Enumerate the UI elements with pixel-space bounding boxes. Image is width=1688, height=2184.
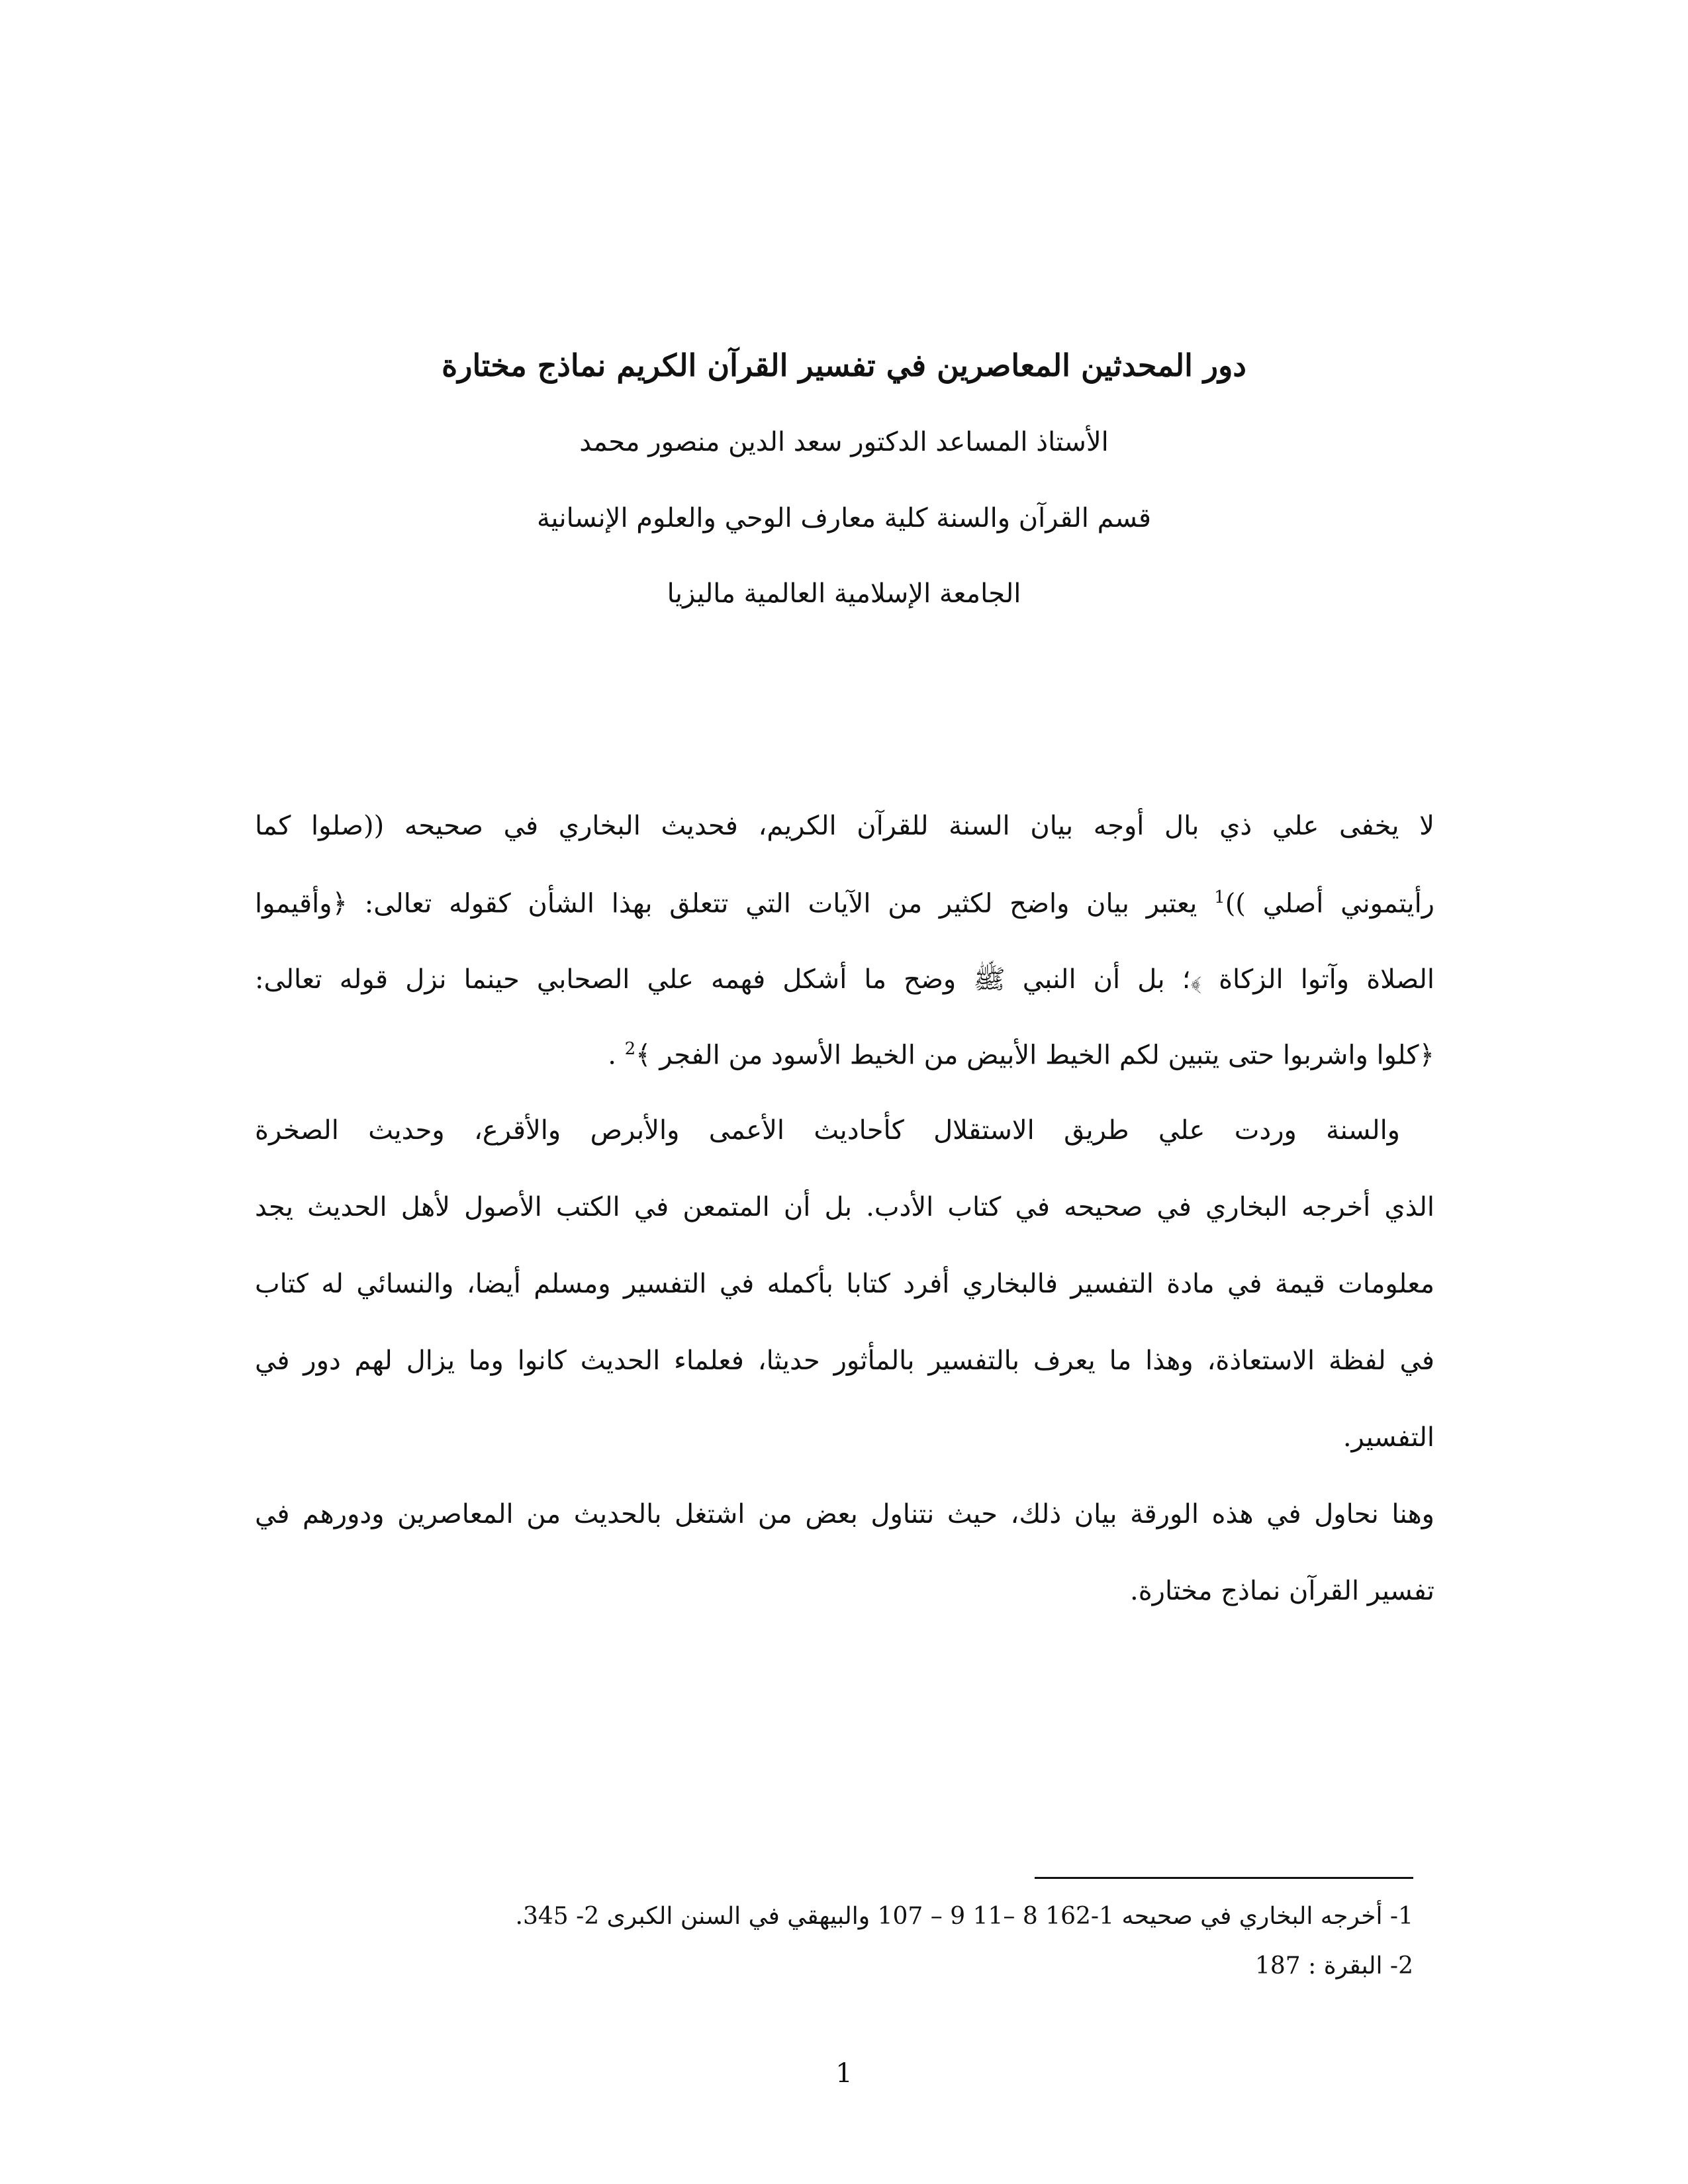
- paragraph2-line: في لفظة الاستعاذة، وهذا ما يعرف بالتفسير بالمأثور حديثا، فعلماء الحديث كانوا وما يزال لهم دور في: [255, 1345, 1434, 1376]
- paragraph3-line: وهنا نحاول في هذه الورقة بيان ذلك، حيث نتناول بعض من اشتغل بالحديث من المعاصرين ودورهم في: [255, 1499, 1434, 1529]
- verse-text: ﴿كلوا واشربوا حتى يتبين لكم الخيط الأبيض من الخيط الأسود من الفجر ﴾: [635, 1040, 1434, 1071]
- footnote-ref-2[interactable]: 2: [624, 1039, 636, 1059]
- paragraph1-line: [255, 887, 1434, 919]
- footnote-ref-1[interactable]: 1: [1214, 887, 1225, 907]
- paragraph2-line: الذي أخرجه البخاري في صحيحه في كتاب الأدب. بل أن المتمعن في الكتب الأصول لأهل الحديث يجد: [255, 1192, 1434, 1222]
- quote-text: رأيتموني أصلي )): [1225, 888, 1434, 919]
- paragraph1-text: يعتبر بيان واضح لكثير من الآيات التي تتعلق بهذا الشأن كقوله تعالى: ﴿وأقيموا: [255, 888, 1197, 919]
- paragraph2-line: والسنة وردت علي طريق الاستقلال كأحاديث الأعمى والأبرص والأقرع، وحديث الصخرة: [255, 1115, 1400, 1146]
- period: .: [608, 1040, 616, 1071]
- paragraph3-line: تفسير القرآن نماذج مختارة.: [1130, 1576, 1434, 1606]
- university: الجامعة الإسلامية العالمية ماليزيا: [667, 578, 1021, 609]
- author-name: الأستاذ المساعد الدكتور سعد الدين منصور محمد: [579, 427, 1109, 457]
- footnote-1: 1- أخرجه البخاري في صحيحه 1-162 8 –11 9 – 107 والبيهقي في السنن الكبرى 2- 345.: [515, 1903, 1413, 1930]
- paragraph2-line: التفسير.: [1342, 1422, 1434, 1453]
- page-title: دور المحدثين المعاصرين في تفسير القرآن الكريم نماذج مختارة: [442, 347, 1246, 383]
- footnote-2: 2- البقرة : 187: [1254, 1952, 1413, 1979]
- paragraph1-line: لا يخفى علي ذي بال أوجه بيان السنة للقرآن الكريم، فحديث البخاري في صحيحه ((صلوا كما: [255, 811, 1434, 841]
- paragraph2-line: معلومات قيمة في مادة التفسير فالبخاري أفرد كتابا بأكمله في التفسير ومسلم أيضا، والنسائي له كتاب: [255, 1269, 1434, 1299]
- footnote-separator: [1035, 1877, 1413, 1879]
- paragraph1-line: [255, 1039, 1434, 1070]
- department: قسم القرآن والسنة كلية معارف الوحي والعلوم الإنسانية: [536, 503, 1152, 533]
- page-number: 1: [835, 2058, 853, 2089]
- paragraph1-line: الصلاة وآتوا الزكاة ﴾؛ بل أن النبي ﷺ وضح ما أشكل فهمه علي الصحابي حينما نزل قوله تعالى:: [255, 964, 1434, 995]
